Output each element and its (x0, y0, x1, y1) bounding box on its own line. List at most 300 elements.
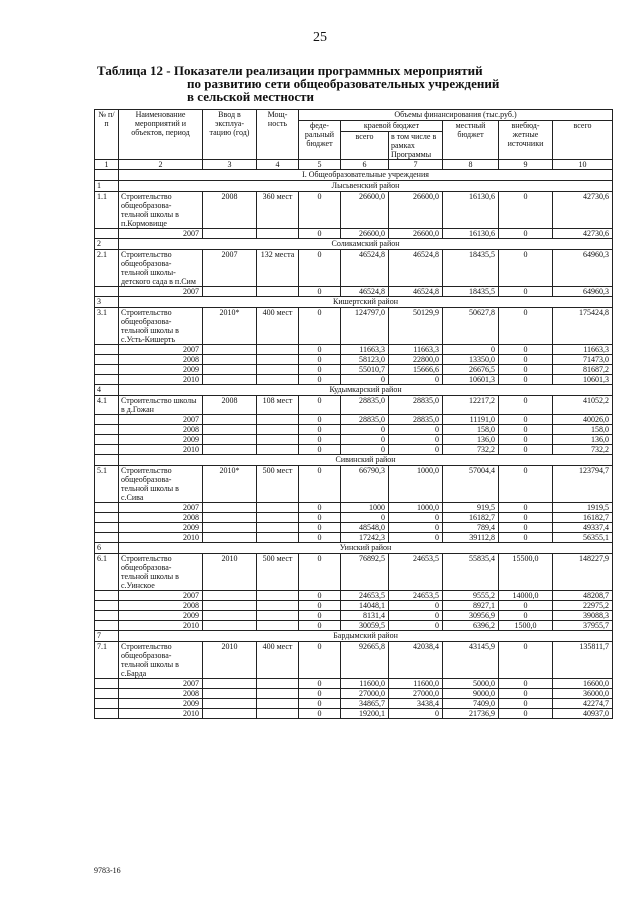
table-title-line-3: в сельской местности (187, 89, 315, 104)
project-federal-cell: 0 (299, 466, 341, 503)
empty-cell (95, 355, 119, 365)
year-local-cell: 6396,2 (443, 621, 499, 631)
empty-cell (95, 699, 119, 709)
project-input-year: 2008 (203, 192, 257, 229)
year-extra-cell: 0 (499, 415, 553, 425)
empty-cell (203, 709, 257, 719)
page-number: 25 (313, 30, 327, 45)
year-local-cell: 39112,8 (443, 533, 499, 543)
project-total-cell: 64960,3 (553, 250, 613, 287)
year-local-cell: 21736,9 (443, 709, 499, 719)
year-regional-cell: 0 (341, 513, 389, 523)
empty-cell (257, 345, 299, 355)
empty-cell (203, 621, 257, 631)
project-total-cell: 175424,8 (553, 308, 613, 345)
year-program-cell: 27000,0 (389, 689, 443, 699)
project-regional-cell: 66790,3 (341, 466, 389, 503)
project-total-cell: 135811,7 (553, 642, 613, 679)
year-federal-cell: 0 (299, 601, 341, 611)
year-federal-cell: 0 (299, 415, 341, 425)
district-row (95, 543, 613, 554)
year-extra-cell: 0 (499, 533, 553, 543)
year-label: 2008 (119, 689, 203, 699)
empty-cell (257, 513, 299, 523)
project-total-cell: 42730,6 (553, 192, 613, 229)
year-row (95, 365, 613, 375)
empty-cell (203, 365, 257, 375)
year-extra-cell: 0 (499, 523, 553, 533)
year-federal-cell: 0 (299, 345, 341, 355)
project-name: Строительство общеобразова- тельной школы в с.Усть-Кишерть (119, 308, 203, 345)
year-program-cell: 0 (389, 513, 443, 523)
empty-cell (257, 621, 299, 631)
project-name: Строительство общеобразова- тельной школы в с.Уинское (119, 554, 203, 591)
header-local: местный бюджет (443, 121, 499, 160)
project-number: 7.1 (95, 642, 119, 679)
project-federal-cell: 0 (299, 308, 341, 345)
district-number: 4 (95, 385, 119, 396)
year-federal-cell: 0 (299, 591, 341, 601)
year-extra-cell: 0 (499, 375, 553, 385)
district-number: 6 (95, 543, 119, 554)
year-label: 2010 (119, 375, 203, 385)
project-name: Строительство общеобразова- тельной школы- детского сада в п.Сим (119, 250, 203, 287)
project-power: 360 мест (257, 192, 299, 229)
district-name: Уинский район (119, 543, 613, 554)
year-regional-cell: 0 (341, 425, 389, 435)
column-number: 3 (203, 160, 257, 170)
empty-cell (95, 523, 119, 533)
year-program-cell: 0 (389, 601, 443, 611)
column-number: 5 (299, 160, 341, 170)
year-regional-cell: 30059,5 (341, 621, 389, 631)
project-program-cell: 24653,5 (389, 554, 443, 591)
district-number: 2 (95, 239, 119, 250)
year-total-cell: 732,2 (553, 445, 613, 455)
header-name: Наименование мероприятий и объектов, период (119, 110, 203, 160)
district-number: 7 (95, 631, 119, 642)
year-label: 2008 (119, 355, 203, 365)
year-total-cell: 56355,1 (553, 533, 613, 543)
year-label: 2010 (119, 445, 203, 455)
year-row (95, 503, 613, 513)
year-total-cell: 71473,0 (553, 355, 613, 365)
financing-table (94, 109, 613, 719)
year-row (95, 611, 613, 621)
year-total-cell: 40026,0 (553, 415, 613, 425)
project-program-cell: 42038,4 (389, 642, 443, 679)
project-row (95, 642, 613, 679)
project-row (95, 308, 613, 345)
year-local-cell: 26676,5 (443, 365, 499, 375)
empty-cell (95, 513, 119, 523)
year-row (95, 689, 613, 699)
project-row (95, 250, 613, 287)
project-extra-cell: 15500,0 (499, 554, 553, 591)
empty-cell (257, 699, 299, 709)
project-power: 108 мест (257, 396, 299, 415)
year-program-cell: 3438,4 (389, 699, 443, 709)
year-extra-cell: 0 (499, 679, 553, 689)
project-input-year: 2007 (203, 250, 257, 287)
year-program-cell: 24653,5 (389, 591, 443, 601)
year-extra-cell: 0 (499, 503, 553, 513)
year-label: 2010 (119, 533, 203, 543)
year-extra-cell: 0 (499, 699, 553, 709)
year-program-cell: 26600,0 (389, 229, 443, 239)
year-federal-cell: 0 (299, 679, 341, 689)
year-local-cell: 8927,1 (443, 601, 499, 611)
empty-cell (203, 229, 257, 239)
project-program-cell: 50129,9 (389, 308, 443, 345)
year-total-cell: 81687,2 (553, 365, 613, 375)
project-regional-cell: 26600,0 (341, 192, 389, 229)
project-program-cell: 28835,0 (389, 396, 443, 415)
year-label: 2010 (119, 621, 203, 631)
empty-cell (257, 425, 299, 435)
project-regional-cell: 76892,5 (341, 554, 389, 591)
empty-cell (95, 591, 119, 601)
project-total-cell: 123794,7 (553, 466, 613, 503)
column-number: 1 (95, 160, 119, 170)
year-federal-cell: 0 (299, 229, 341, 239)
year-row (95, 425, 613, 435)
year-regional-cell: 8131,4 (341, 611, 389, 621)
table-title (97, 64, 557, 103)
table-title-line-2: по развитию сети общеобразовательных учреждений (187, 76, 500, 91)
year-extra-cell: 0 (499, 425, 553, 435)
project-name: Строительство общеобразова- тельной школы в п.Кормовище (119, 192, 203, 229)
empty-cell (203, 611, 257, 621)
year-total-cell: 16600,0 (553, 679, 613, 689)
year-row (95, 533, 613, 543)
district-row (95, 631, 613, 642)
project-input-year: 2010* (203, 466, 257, 503)
year-label: 2009 (119, 611, 203, 621)
empty-cell (257, 679, 299, 689)
year-program-cell: 28835,0 (389, 415, 443, 425)
year-total-cell: 40937,0 (553, 709, 613, 719)
project-regional-cell: 28835,0 (341, 396, 389, 415)
empty-cell (95, 425, 119, 435)
year-label: 2008 (119, 425, 203, 435)
empty-cell (203, 355, 257, 365)
district-name: Кишертский район (119, 297, 613, 308)
year-program-cell: 0 (389, 523, 443, 533)
year-regional-cell: 27000,0 (341, 689, 389, 699)
project-row (95, 554, 613, 591)
empty-cell (203, 287, 257, 297)
year-regional-cell: 24653,5 (341, 591, 389, 601)
district-name: Кудымкарский район (119, 385, 613, 396)
header-regional-program: в том числе в рамках Программы (389, 132, 443, 160)
year-program-cell: 11663,3 (389, 345, 443, 355)
year-total-cell: 42730,6 (553, 229, 613, 239)
district-row (95, 239, 613, 250)
project-local-cell: 55835,4 (443, 554, 499, 591)
project-local-cell: 57004,4 (443, 466, 499, 503)
year-local-cell: 13350,0 (443, 355, 499, 365)
year-label: 2008 (119, 513, 203, 523)
empty-cell (203, 415, 257, 425)
empty-cell (257, 601, 299, 611)
year-row (95, 699, 613, 709)
year-row (95, 355, 613, 365)
empty-cell (95, 601, 119, 611)
year-federal-cell: 0 (299, 709, 341, 719)
year-extra-cell: 0 (499, 345, 553, 355)
year-total-cell: 37955,7 (553, 621, 613, 631)
column-number-row (95, 160, 613, 170)
table-title-line-1: Таблица 12 - Показатели реализации программных мероприятий (97, 63, 483, 78)
year-program-cell: 0 (389, 375, 443, 385)
year-total-cell: 64960,3 (553, 287, 613, 297)
year-row (95, 287, 613, 297)
year-extra-cell: 0 (499, 287, 553, 297)
year-label: 2009 (119, 699, 203, 709)
project-regional-cell: 124797,0 (341, 308, 389, 345)
year-total-cell: 10601,3 (553, 375, 613, 385)
empty-cell (257, 709, 299, 719)
district-row (95, 385, 613, 396)
empty-cell (257, 365, 299, 375)
year-regional-cell: 17242,3 (341, 533, 389, 543)
project-program-cell: 1000,0 (389, 466, 443, 503)
year-label: 2007 (119, 503, 203, 513)
header-regional: краевой бюджет (341, 121, 443, 132)
header-input-year: Ввод в эксплуа- тацию (год) (203, 110, 257, 160)
year-row (95, 415, 613, 425)
year-program-cell: 11600,0 (389, 679, 443, 689)
year-total-cell: 36000,0 (553, 689, 613, 699)
project-number: 1.1 (95, 192, 119, 229)
district-name: Соликамский район (119, 239, 613, 250)
district-name: Сивинский район (119, 455, 613, 466)
year-row (95, 709, 613, 719)
year-local-cell: 158,0 (443, 425, 499, 435)
year-local-cell: 5000,0 (443, 679, 499, 689)
year-total-cell: 42274,7 (553, 699, 613, 709)
year-regional-cell: 0 (341, 445, 389, 455)
project-power: 132 места (257, 250, 299, 287)
column-number: 8 (443, 160, 499, 170)
year-program-cell: 0 (389, 533, 443, 543)
project-total-cell: 148227,9 (553, 554, 613, 591)
year-local-cell: 732,2 (443, 445, 499, 455)
year-program-cell: 0 (389, 611, 443, 621)
year-total-cell: 22975,2 (553, 601, 613, 611)
year-total-cell: 158,0 (553, 425, 613, 435)
header-power: Мощ- ность (257, 110, 299, 160)
year-program-cell: 0 (389, 435, 443, 445)
empty-cell (257, 591, 299, 601)
project-input-year: 2010 (203, 642, 257, 679)
year-program-cell: 0 (389, 425, 443, 435)
year-regional-cell: 14048,1 (341, 601, 389, 611)
year-extra-cell: 0 (499, 611, 553, 621)
year-extra-cell: 0 (499, 689, 553, 699)
empty-cell (203, 435, 257, 445)
year-row (95, 523, 613, 533)
empty-cell (95, 533, 119, 543)
project-local-cell: 18435,5 (443, 250, 499, 287)
empty-cell (95, 679, 119, 689)
year-label: 2008 (119, 601, 203, 611)
project-federal-cell: 0 (299, 396, 341, 415)
year-regional-cell: 55010,7 (341, 365, 389, 375)
project-program-cell: 46524,8 (389, 250, 443, 287)
year-label: 2010 (119, 709, 203, 719)
header-regional-total: всего (341, 132, 389, 160)
year-extra-cell: 0 (499, 513, 553, 523)
header-total: всего (553, 121, 613, 160)
empty-cell (95, 435, 119, 445)
empty-cell (203, 591, 257, 601)
project-extra-cell: 0 (499, 308, 553, 345)
year-regional-cell: 0 (341, 435, 389, 445)
empty-cell (257, 375, 299, 385)
district-row (95, 297, 613, 308)
year-local-cell: 11191,0 (443, 415, 499, 425)
year-local-cell: 30956,9 (443, 611, 499, 621)
project-power: 400 мест (257, 642, 299, 679)
year-label: 2007 (119, 345, 203, 355)
year-row (95, 601, 613, 611)
project-row (95, 192, 613, 229)
empty-cell (257, 445, 299, 455)
year-label: 2007 (119, 287, 203, 297)
year-federal-cell: 0 (299, 621, 341, 631)
project-regional-cell: 92665,8 (341, 642, 389, 679)
financing-table-wrapper (94, 109, 612, 719)
year-row (95, 513, 613, 523)
year-regional-cell: 1000 (341, 503, 389, 513)
year-extra-cell: 0 (499, 601, 553, 611)
year-label: 2009 (119, 435, 203, 445)
year-local-cell: 9000,0 (443, 689, 499, 699)
project-local-cell: 43145,9 (443, 642, 499, 679)
column-number: 4 (257, 160, 299, 170)
empty-cell (257, 689, 299, 699)
year-label: 2009 (119, 365, 203, 375)
year-row (95, 591, 613, 601)
empty-cell (203, 425, 257, 435)
project-row (95, 396, 613, 415)
year-federal-cell: 0 (299, 445, 341, 455)
column-number: 9 (499, 160, 553, 170)
empty-cell (95, 503, 119, 513)
year-local-cell: 136,0 (443, 435, 499, 445)
year-extra-cell: 0 (499, 435, 553, 445)
project-name: Строительство общеобразова- тельной школы в с.Барда (119, 642, 203, 679)
header-extra: внебюд- жетные источники (499, 121, 553, 160)
year-extra-cell: 0 (499, 709, 553, 719)
project-power: 400 мест (257, 308, 299, 345)
project-federal-cell: 0 (299, 554, 341, 591)
section-title: I. Общеобразовательные учреждения (119, 170, 613, 181)
year-row (95, 445, 613, 455)
project-number: 6.1 (95, 554, 119, 591)
year-local-cell: 0 (443, 345, 499, 355)
year-local-cell: 16130,6 (443, 229, 499, 239)
year-total-cell: 11663,3 (553, 345, 613, 355)
year-federal-cell: 0 (299, 533, 341, 543)
project-number: 4.1 (95, 396, 119, 415)
header-num: № п/п (95, 110, 119, 160)
project-number: 3.1 (95, 308, 119, 345)
empty-cell (95, 445, 119, 455)
year-federal-cell: 0 (299, 435, 341, 445)
year-row (95, 345, 613, 355)
project-input-year: 2010 (203, 554, 257, 591)
year-local-cell: 919,5 (443, 503, 499, 513)
district-number: 1 (95, 181, 119, 192)
empty-cell (257, 533, 299, 543)
empty-cell (203, 689, 257, 699)
year-label: 2007 (119, 591, 203, 601)
column-number: 2 (119, 160, 203, 170)
year-local-cell: 7409,0 (443, 699, 499, 709)
year-row (95, 679, 613, 689)
year-row (95, 621, 613, 631)
year-regional-cell: 11600,0 (341, 679, 389, 689)
project-extra-cell: 0 (499, 642, 553, 679)
project-local-cell: 16130,6 (443, 192, 499, 229)
column-number: 6 (341, 160, 389, 170)
empty-cell (203, 679, 257, 689)
year-total-cell: 136,0 (553, 435, 613, 445)
project-local-cell: 12217,2 (443, 396, 499, 415)
year-program-cell: 46524,8 (389, 287, 443, 297)
year-regional-cell: 48548,0 (341, 523, 389, 533)
empty-cell (95, 375, 119, 385)
empty-cell (203, 503, 257, 513)
column-number: 7 (389, 160, 443, 170)
project-extra-cell: 0 (499, 396, 553, 415)
project-federal-cell: 0 (299, 192, 341, 229)
year-total-cell: 39088,3 (553, 611, 613, 621)
project-number: 2.1 (95, 250, 119, 287)
year-regional-cell: 26600,0 (341, 229, 389, 239)
year-regional-cell: 34865,7 (341, 699, 389, 709)
column-number: 10 (553, 160, 613, 170)
project-local-cell: 50627,8 (443, 308, 499, 345)
year-federal-cell: 0 (299, 523, 341, 533)
year-federal-cell: 0 (299, 513, 341, 523)
empty-cell (95, 415, 119, 425)
empty-cell (95, 287, 119, 297)
empty-cell (257, 415, 299, 425)
year-federal-cell: 0 (299, 355, 341, 365)
year-federal-cell: 0 (299, 689, 341, 699)
year-federal-cell: 0 (299, 375, 341, 385)
year-federal-cell: 0 (299, 425, 341, 435)
project-extra-cell: 0 (499, 192, 553, 229)
project-name: Строительство школы в д.Гожан (119, 396, 203, 415)
project-power: 500 мест (257, 466, 299, 503)
year-total-cell: 16182,7 (553, 513, 613, 523)
project-program-cell: 26600,0 (389, 192, 443, 229)
year-local-cell: 10601,3 (443, 375, 499, 385)
year-program-cell: 0 (389, 621, 443, 631)
project-total-cell: 41052,2 (553, 396, 613, 415)
year-extra-cell: 14000,0 (499, 591, 553, 601)
year-federal-cell: 0 (299, 699, 341, 709)
year-label: 2007 (119, 415, 203, 425)
year-local-cell: 18435,5 (443, 287, 499, 297)
year-total-cell: 1919,5 (553, 503, 613, 513)
year-total-cell: 49337,4 (553, 523, 613, 533)
